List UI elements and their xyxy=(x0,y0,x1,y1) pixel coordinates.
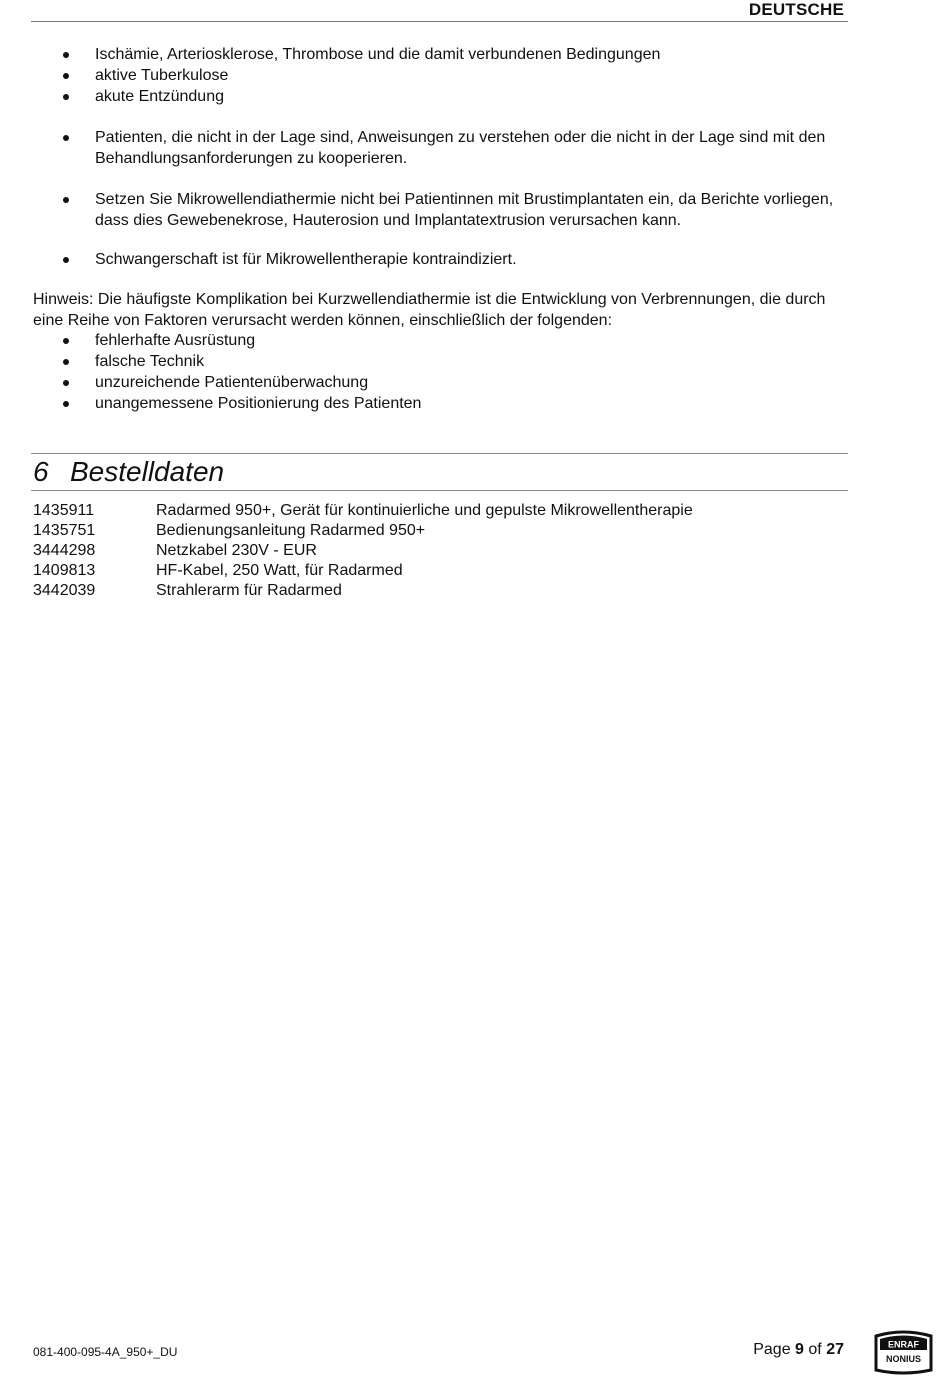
page-label: Page xyxy=(753,1341,791,1358)
order-description: Bedienungsanleitung Radarmed 950+ xyxy=(156,522,426,539)
bullet-icon xyxy=(63,135,69,141)
bullet-icon xyxy=(63,52,69,58)
bullet-icon xyxy=(63,94,69,100)
note-list-item: unangemessene Positionierung des Patienten xyxy=(95,395,422,412)
section-title: Bestelldaten xyxy=(70,456,225,487)
enraf-nonius-logo-icon xyxy=(872,1326,935,1376)
order-description: Netzkabel 230V - EUR xyxy=(156,542,317,559)
logo-text-bottom: NONIUS xyxy=(885,1354,922,1364)
order-code: 1409813 xyxy=(33,562,96,579)
header-language: DEUTSCHE xyxy=(748,0,844,19)
logo-text-top: ENRAF xyxy=(888,1339,919,1350)
section-heading xyxy=(33,454,224,490)
order-code: 1435751 xyxy=(33,522,96,539)
list-item: aktive Tuberkulose xyxy=(95,67,229,84)
note-list-item: fehlerhafte Ausrüstung xyxy=(95,332,256,349)
order-code: 3442039 xyxy=(33,582,96,599)
order-description: HF-Kabel, 250 Watt, für Radarmed xyxy=(156,562,403,579)
order-description: Strahlerarm für Radarmed xyxy=(156,582,342,599)
page-total: 27 xyxy=(826,1341,844,1358)
list-item-pregnancy: Schwangerschaft ist für Mikrowellentherapie kontraindiziert. xyxy=(95,251,517,268)
note-paragraph: Hinweis: Die häufigste Komplikation bei Kurzwellendiathermie ist die Entwicklung von Verbrennungen, die durch eine Reihe von Faktoren verursacht werden können, einschließlich der folgenden: xyxy=(33,291,826,329)
note-list-item: falsche Technik xyxy=(95,353,205,370)
section-number: 6 xyxy=(33,456,49,487)
list-item-patients: Patienten, die nicht in der Lage sind, Anweisungen zu verstehen oder die nicht in der Lage sind mit den Behandlungsanforderungen zu kooperieren. xyxy=(95,129,826,167)
bullet-icon xyxy=(63,338,69,344)
note-list-item: unzureichende Patientenüberwachung xyxy=(95,374,369,391)
bullet-icon xyxy=(63,257,69,263)
footer-page-number xyxy=(753,1340,844,1360)
footer-document-id: 081-400-095-4A_950+_DU xyxy=(33,1345,178,1359)
list-item: akute Entzündung xyxy=(95,88,224,105)
order-description: Radarmed 950+, Gerät für kontinuierliche und gepulste Mikrowellentherapie xyxy=(156,502,693,519)
list-item-implants: Setzen Sie Mikrowellendiathermie nicht bei Patientinnen mit Brustimplantaten ein, da Berichte vorliegen, dass dies Gewebenekrose, Hauterosion und Implantatextrusion verursachen kann. xyxy=(95,191,834,229)
order-code: 1435911 xyxy=(33,502,95,519)
bullet-icon xyxy=(63,380,69,386)
section-bottom-divider xyxy=(31,490,848,491)
bullet-icon xyxy=(63,197,69,203)
list-item: Ischämie, Arteriosklerose, Thrombose und die damit verbundenen Bedingungen xyxy=(95,46,661,63)
header-divider xyxy=(31,21,848,22)
order-code: 3444298 xyxy=(33,542,96,559)
bullet-icon xyxy=(63,401,69,407)
page-of-label: of xyxy=(808,1341,822,1358)
bullet-icon xyxy=(63,359,69,365)
bullet-icon xyxy=(63,73,69,79)
page-current: 9 xyxy=(795,1341,804,1358)
